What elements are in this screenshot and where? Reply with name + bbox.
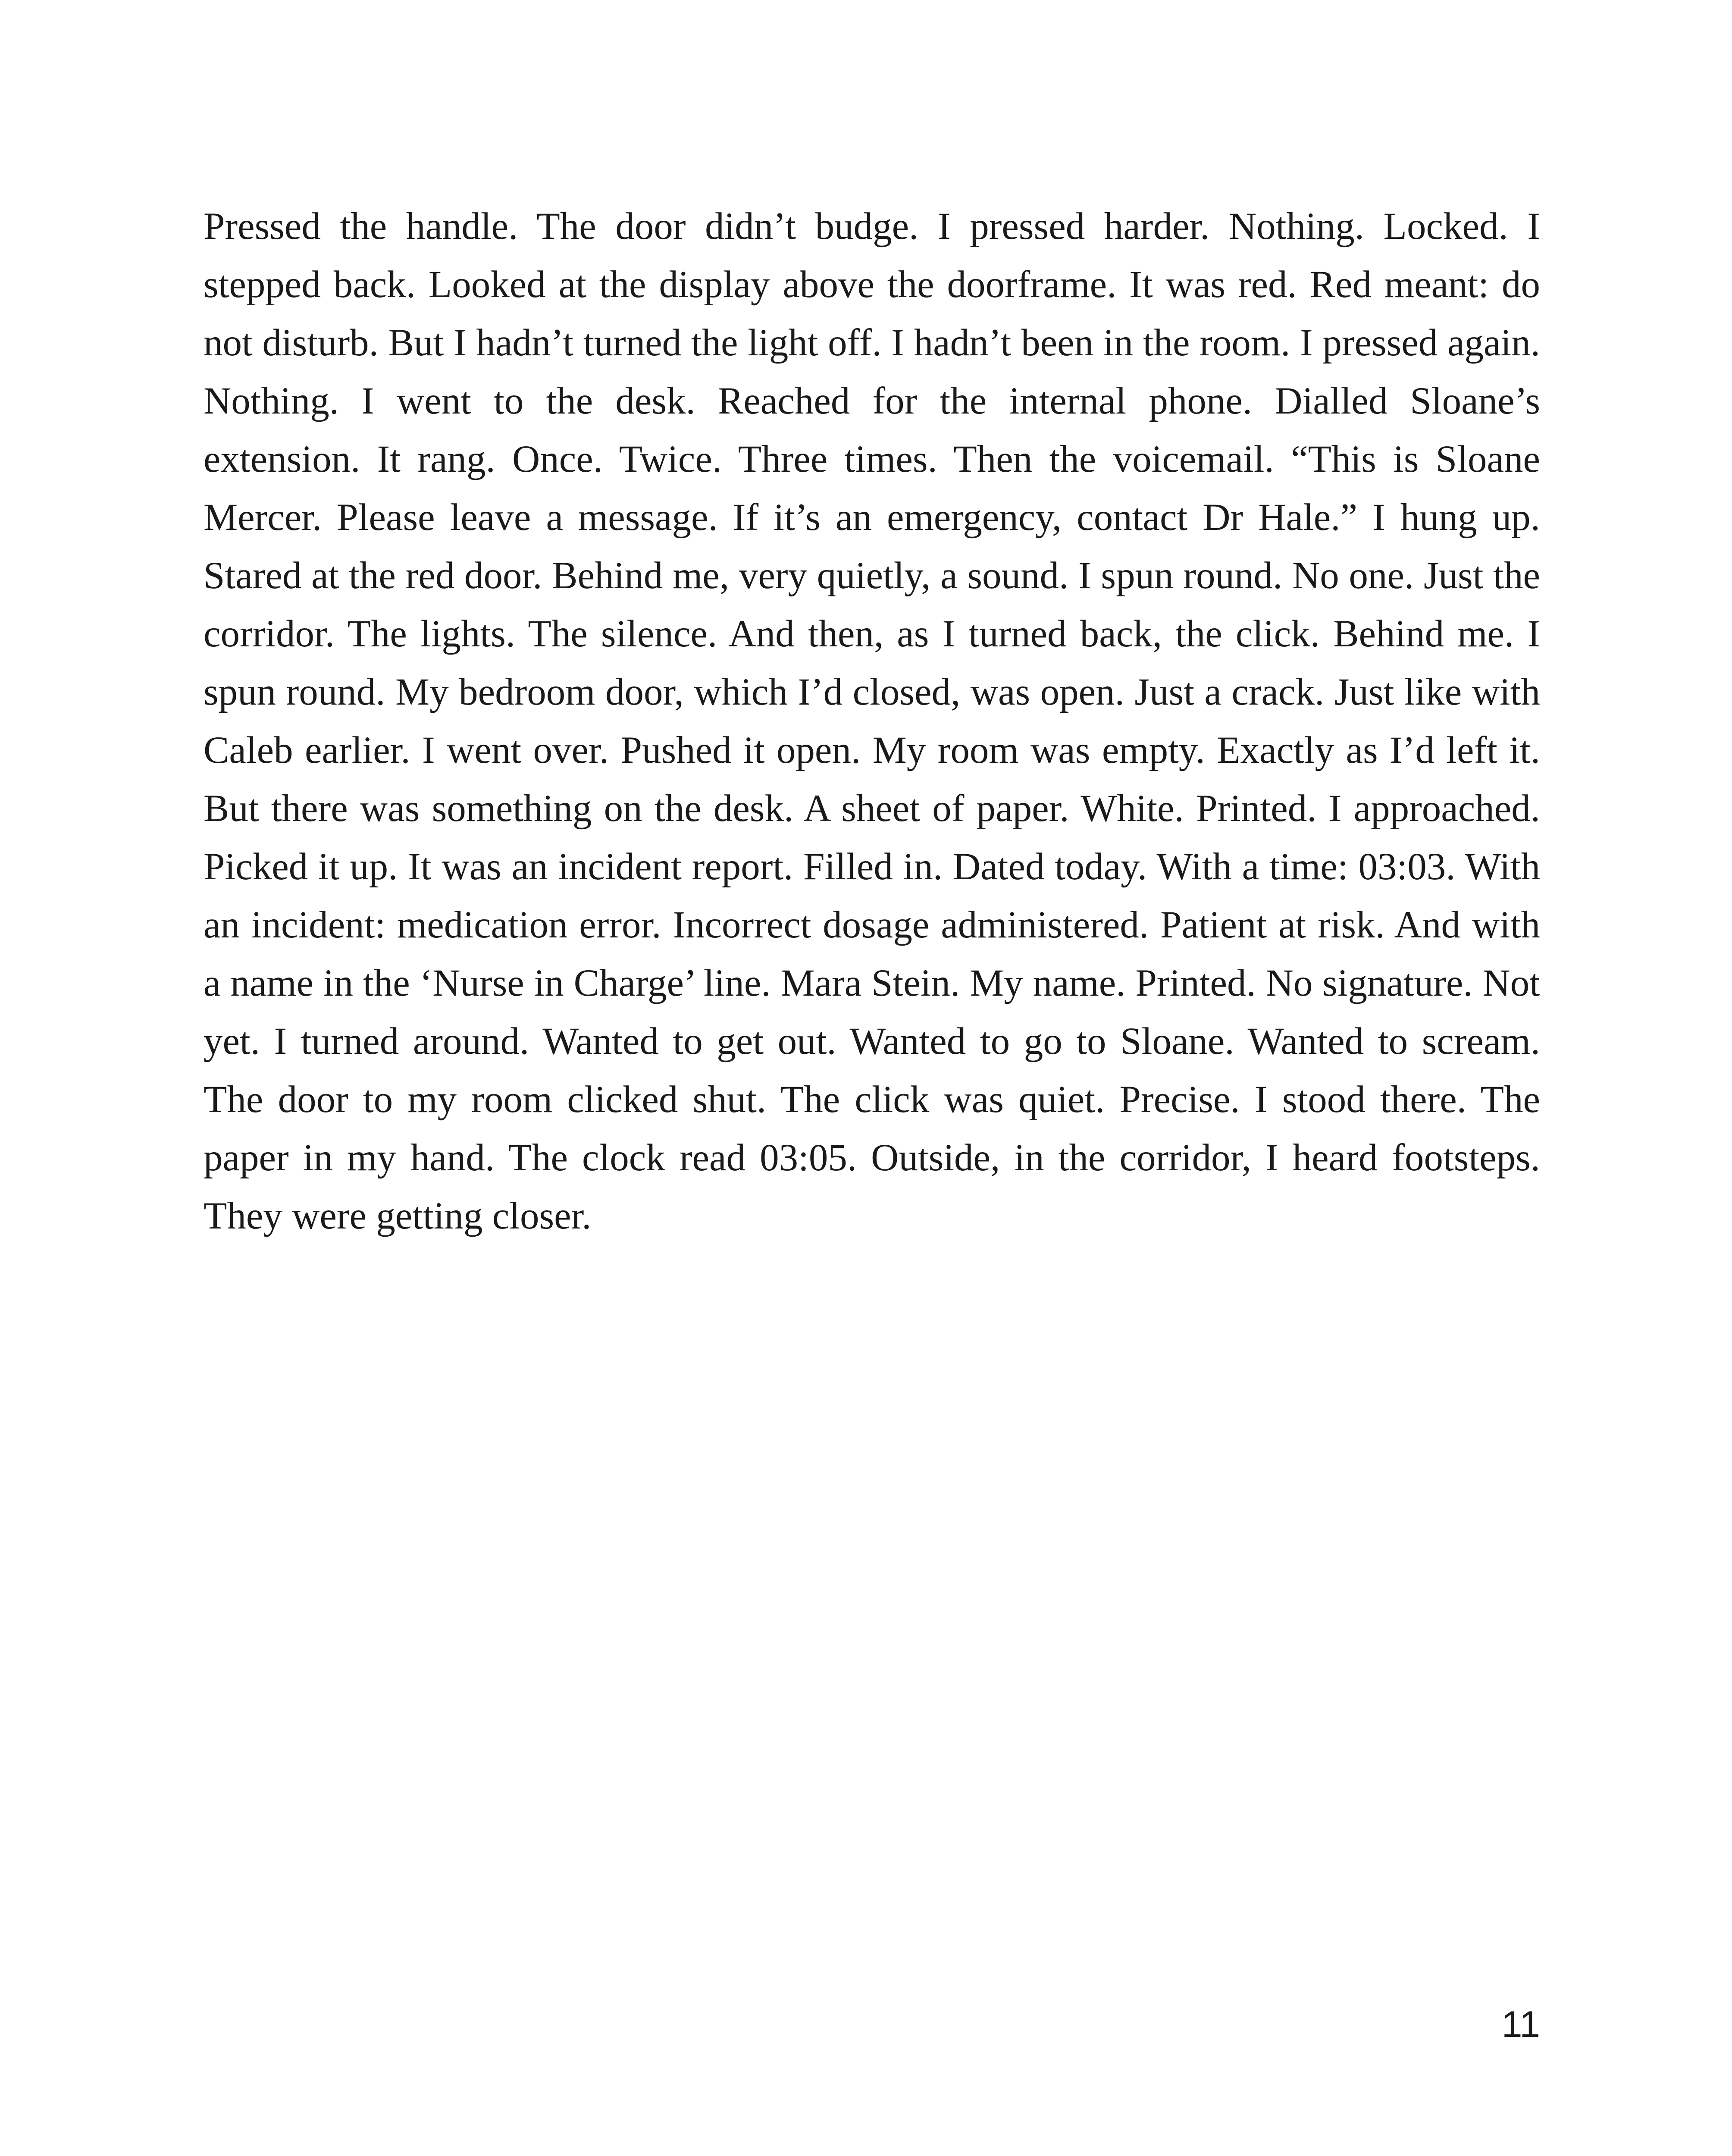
body-paragraph: Pressed the handle. The door didn’t budge. I pressed harder. Nothing. Locked. I stepped back. Looked at the display above the doorframe. It was red. Red meant: do not disturb. But I hadn’t turned the light off. I hadn’t been in the room. I pressed again. Nothing. I went to the desk. Reached for the internal phone. Dialled Sloane’s extension. It rang. Once. Twice. Three times. Then the voicemail. “This is Sloane Mercer. Please leave a message. If it’s an emergency, contact Dr Hale.” I hung up. Stared at the red door. Behind me, very quietly, a sound. I spun round. No one. Just the corridor. The lights. The silence. And then, as I turned back, the click. Behind me. I spun round. My bedroom door, which I’d closed, was open. Just a crack. Just like with Caleb earlier. I went over. Pushed it open. My room was empty. Exactly as I’d left it. But there was something on the desk. A sheet of paper. White. Printed. I approached. Picked it up. It was an incident report. Filled in. Dated today. With a time: 03:03. With an incident: medication error. Incorrect dosage administered. Patient at risk. And with a name in the ‘Nurse in Charge’ line. Mara Stein. My name. Printed. No signature. Not yet. I turned around. Wanted to get out. Wanted to go to Sloane. Wanted to scream. The door to my room clicked shut. The click was quiet. Precise. I stood there. The paper in my hand. The clock read 03:05. Outside, in the corridor, I heard footsteps. They were getting closer. — [204, 205, 1540, 1237]
page-number: 11 — [1501, 2004, 1540, 2045]
